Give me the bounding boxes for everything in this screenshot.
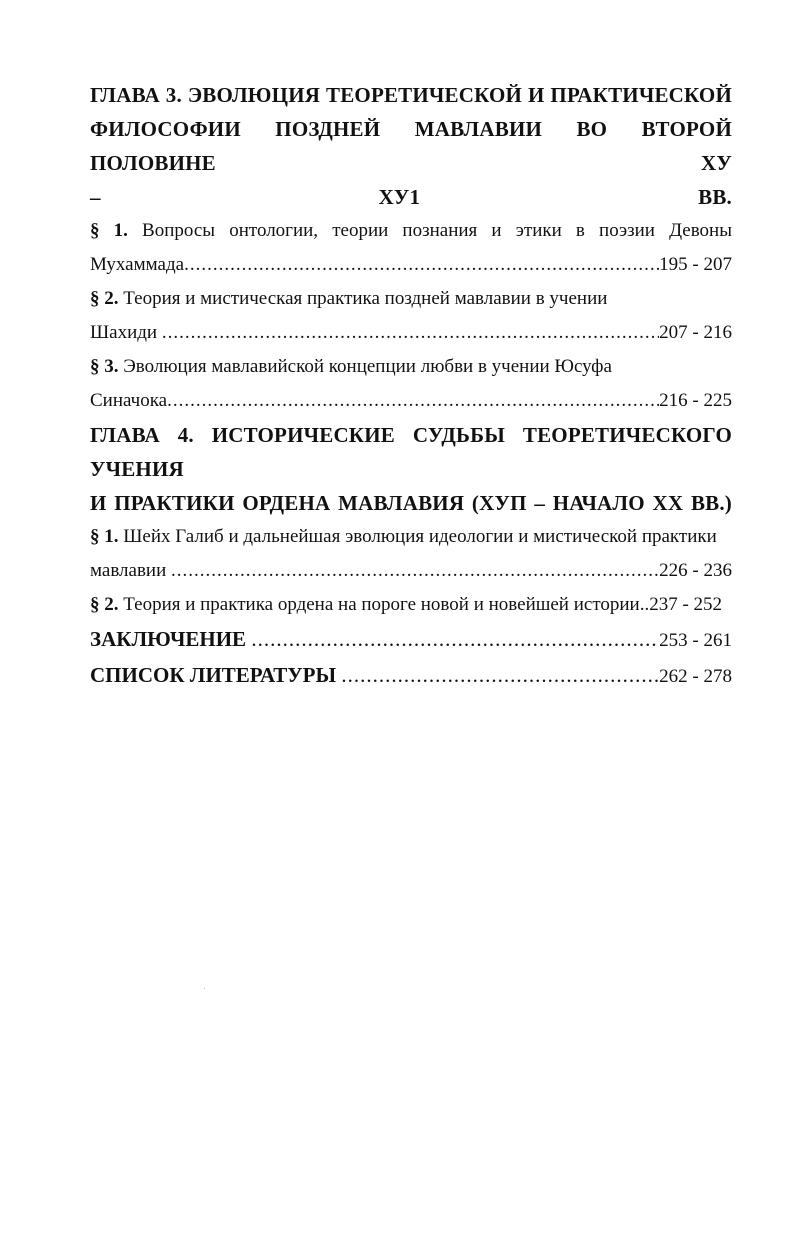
toc-entry-leader (90, 248, 732, 282)
section-number: § 1. (90, 526, 119, 547)
section-number: § 2. (90, 288, 119, 309)
toc-entry-title (90, 588, 649, 622)
toc-entry-ch3-sec2 (90, 282, 732, 350)
scan-speck (204, 988, 205, 989)
section-title-line-1: Теория и мистическая практика поздней мавлавии в учении (118, 288, 608, 309)
page-range: 253 - 261 (659, 630, 732, 651)
toc-entry-title (90, 350, 732, 384)
page-range: 226 - 236 (659, 560, 732, 581)
section-title-line-2: Мухаммада (90, 254, 185, 275)
toc-entry-leader (90, 316, 732, 350)
page-range: 237 - 252 (649, 594, 723, 615)
chapter-4-heading-line-1: ГЛАВА 4. ИСТОРИЧЕСКИЕ СУДЬБЫ ТЕОРЕТИЧЕСКОГО УЧЕНИЯ (90, 423, 732, 481)
toc-entry-ch4-sec1 (90, 520, 732, 588)
toc-entry-conclusion (90, 622, 732, 658)
chapter-4-heading-line-2: И ПРАКТИКИ ОРДЕНА МАВЛАВИЯ (ХУП – НАЧАЛО ХХ ВВ.) (90, 491, 732, 515)
dot-leader (167, 384, 659, 418)
toc-entry-leader (90, 658, 732, 694)
section-number: § 1. (90, 220, 128, 241)
page-range: 262 - 278 (659, 666, 732, 687)
dot-leader (171, 554, 659, 588)
toc-entry-title (90, 520, 732, 554)
bibliography-title: СПИСОК ЛИТЕРАТУРЫ (90, 663, 342, 687)
section-title-line-1: Шейх Галиб и дальнейшая эволюция идеологии и мистической практики (118, 526, 717, 547)
dot-leader (341, 658, 659, 692)
table-of-contents (90, 78, 732, 694)
toc-entry-ch3-sec3 (90, 350, 732, 418)
toc-entry-title (90, 282, 732, 316)
section-title-line-2: Синачока (90, 390, 168, 411)
toc-entry-title (90, 214, 732, 248)
chapter-3-heading-line-3: – ХУ1 ВВ. (90, 185, 732, 209)
page-range: 207 - 216 (659, 322, 732, 343)
toc-entry-ch3-sec1 (90, 214, 732, 282)
dot-leader (162, 316, 659, 350)
toc-entry-leader (90, 588, 732, 622)
chapter-3-heading (90, 78, 732, 214)
page-range: 216 - 225 (659, 390, 732, 411)
section-number: § 2. (90, 594, 119, 615)
toc-entry-leader (90, 622, 732, 658)
toc-entry-bibliography (90, 658, 732, 694)
chapter-3-heading-line-1: ГЛАВА 3. ЭВОЛЮЦИЯ ТЕОРЕТИЧЕСКОЙ И ПРАКТИЧЕСКОЙ (90, 83, 732, 107)
section-title-line-2: мавлавии (90, 560, 172, 581)
conclusion-title: ЗАКЛЮЧЕНИЕ (90, 627, 252, 651)
chapter-3-heading-line-2: ФИЛОСОФИИ ПОЗДНЕЙ МАВЛАВИИ ВО ВТОРОЙ ПОЛОВИНЕ ХУ (90, 117, 732, 175)
toc-entry-ch4-sec2 (90, 588, 732, 622)
chapter-4-heading (90, 418, 732, 520)
section-title-line-2: Шахиди (90, 322, 162, 343)
section-number: § 3. (90, 356, 119, 377)
page-range: 195 - 207 (659, 254, 732, 275)
dot-leader (184, 248, 659, 282)
section-title-line-1: Вопросы онтологии, теории познания и этики в поэзии Девоны (127, 220, 732, 241)
section-title-line-1: Эволюция мавлавийской концепции любви в учении Юсуфа (118, 356, 612, 377)
toc-entry-leader (90, 554, 732, 588)
section-title-line-1: Теория и практика ордена на пороге новой и новейшей истории.. (118, 594, 650, 615)
toc-entry-leader (90, 384, 732, 418)
dot-leader (251, 622, 659, 656)
